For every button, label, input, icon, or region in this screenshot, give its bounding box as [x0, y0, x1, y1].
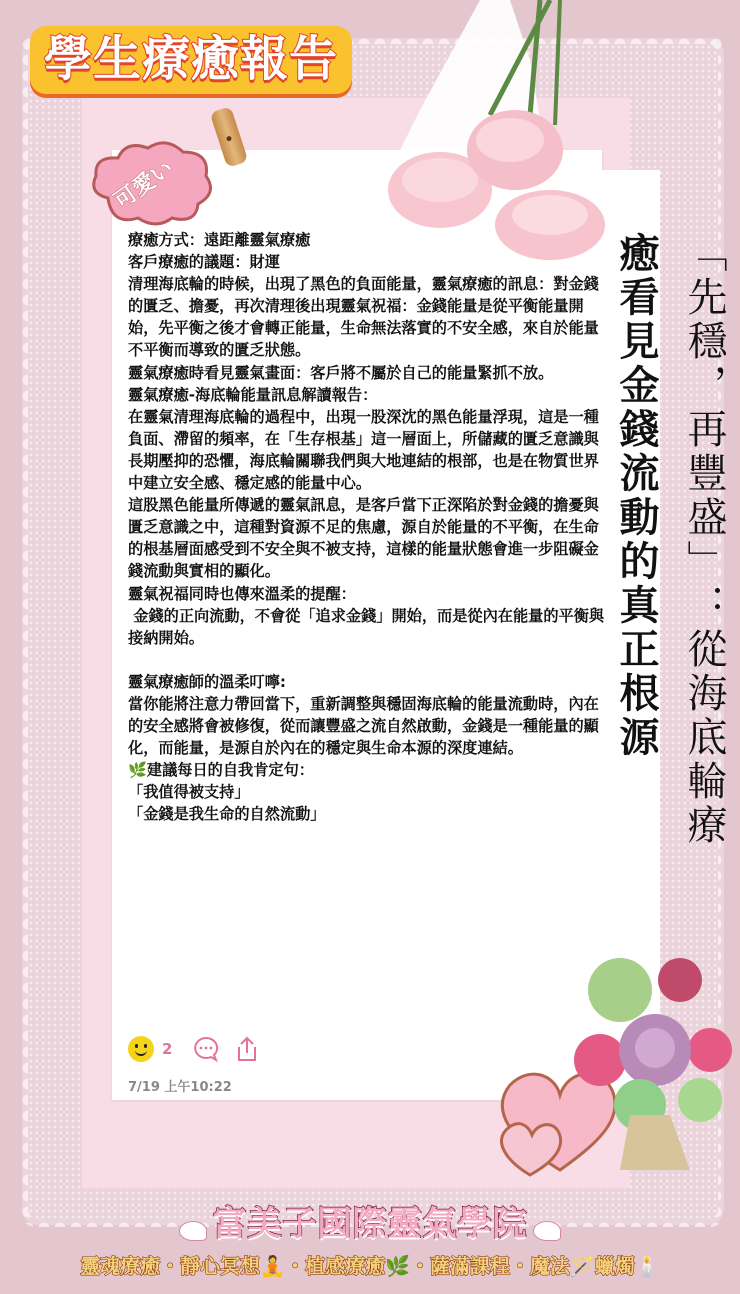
- smiley-icon[interactable]: [128, 1036, 154, 1062]
- left-wing-icon: [179, 1221, 207, 1241]
- post-line: 🌿建議每日的自我肯定句：: [128, 761, 314, 780]
- post-line: 這股黑色能量所傳遞的靈氣訊息，是客戶當下正深陷於對金錢的擔憂與匱乏意識之中，這種對資源不足的焦慮，源自於能量的不平衡，在生命的根基層面感受到不安全與不被支持，這樣的能量狀態會進一步阻礙金錢流動與實相的顯化。: [128, 496, 599, 581]
- reaction-count: 2: [162, 1040, 173, 1058]
- post-line: 「我值得被支持」: [128, 783, 250, 802]
- academy-name: 富美子國際靈氣學院: [212, 1204, 528, 1244]
- report-title: 學生療癒報告: [44, 31, 339, 87]
- comment-bubble-icon[interactable]: [192, 1035, 220, 1063]
- post-timestamp: 7/19 上午10:22: [128, 1080, 232, 1095]
- sticker-text: 可愛い: [109, 155, 179, 215]
- post-line: 金錢的正向流動，不會從「追求金錢」開始，而是從內在能量的平衡與接納開始。: [128, 606, 605, 647]
- post-line: 療癒方式：遠距離靈氣療癒: [128, 231, 311, 249]
- post-line: 清理海底輪的時候，出現了黑色的負面能量，靈氣療癒的訊息：對金錢的匱乏、擔憂，再次清理後出現靈氣祝福：金錢能量是從平衡能量開始，先平衡之後才會轉正能量，生命無法落實的不安全感，來自於能量不平衡而導致的匱乏狀態。: [128, 275, 599, 360]
- post-line: 在靈氣清理海底輪的過程中，出現一股深沈的黑色能量浮現，這是一種負面、滯留的頻率，在「生存根基」這一層面上，所儲藏的匱乏意識與長期壓抑的恐懼，海底輪關聯我們與大地連結的根部，也是在物質世界中建立安全感、穩定感的能量中心。: [128, 407, 599, 493]
- vertical-title-inner: 癒看見金錢流動的真正根源: [613, 232, 660, 760]
- vertical-title-outer: 「先穩，再豐盛」：從海底輪療: [681, 232, 727, 848]
- post-line: 客戶療癒的議題：財運: [128, 253, 280, 272]
- course-tags: 靈魂療癒・靜心冥想🧘・植感療癒🌿・薩滿課程・魔法🪄蠟燭🕯️: [80, 1254, 660, 1278]
- right-wing-icon: [533, 1221, 561, 1241]
- post-line: 當你能將注意力帶回當下，重新調整與穩固海底輪的能量流動時，內在的安全感將會被修復，從而讓豐盛之流自然啟動，金錢是一種能量的顯化，而能量，是源自於內在的穩定與生命本源的深度連結。: [128, 694, 599, 758]
- post-line: 「金錢是我生命的自然流動」: [128, 805, 326, 824]
- succulent-bouquet-illustration: [560, 940, 740, 1170]
- post-line: 靈氣祝福同時也傳來溫柔的提醒：: [128, 584, 356, 603]
- post-line: 靈氣療癒-海底輪能量訊息解讀報告：: [128, 385, 378, 404]
- post-line: 靈氣療癒師的溫柔叮嚀:: [128, 672, 286, 691]
- blank-line: [128, 649, 608, 671]
- post-line: 靈氣療癒時看見靈氣畫面：客戶將不屬於自己的能量緊抓不放。: [128, 363, 554, 382]
- post-body: [128, 229, 608, 826]
- academy-name-banner: [0, 1196, 740, 1245]
- roses-illustration: [360, 0, 620, 260]
- report-title-badge: [30, 26, 352, 94]
- share-icon[interactable]: [234, 1035, 260, 1063]
- post-actions: [128, 1035, 260, 1063]
